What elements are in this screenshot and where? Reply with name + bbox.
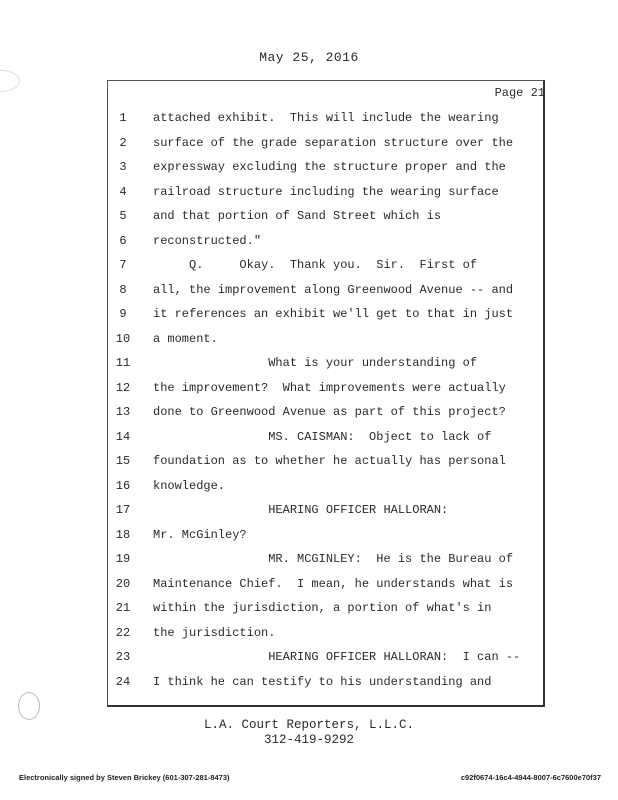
line-number: 6	[119, 233, 127, 248]
line-number: 9	[119, 307, 127, 321]
line-text: a moment.	[153, 331, 218, 346]
reporter-phone: 312-419-9292	[263, 733, 354, 747]
line-text: surface of the grade separation structure over the	[153, 135, 514, 150]
line-text: HEARING OFFICER HALLORAN:	[153, 503, 449, 517]
line-text: railroad structure including the wearing surface	[153, 184, 499, 199]
line-number: 14	[115, 429, 131, 444]
transcript-line	[107, 131, 545, 155]
line-text: MR. MCGINLEY: He is the Bureau of	[153, 552, 514, 566]
line-number: 3	[119, 160, 127, 174]
transcript-line	[107, 106, 545, 130]
line-text: attached exhibit. This will include the wearing	[153, 111, 499, 125]
transcript-line	[107, 253, 545, 277]
document-hash: c92f0674-16c4-4944-8007-6c7600e70f37	[460, 773, 601, 782]
transcript-line	[107, 302, 545, 326]
line-number: 5	[119, 209, 127, 223]
punch-hole-top	[0, 70, 20, 92]
line-number: 17	[115, 503, 131, 517]
line-number: 2	[119, 135, 127, 150]
transcript-line	[107, 449, 545, 473]
line-number: 20	[115, 576, 131, 591]
line-text: expressway excluding the structure proper and the	[153, 160, 506, 174]
transcript-line	[107, 621, 545, 645]
line-text: What is your understanding of	[153, 356, 478, 370]
transcript-line	[107, 547, 545, 571]
line-text: I think he can testify to his understanding and	[153, 674, 492, 689]
line-number: 24	[115, 674, 131, 689]
reporter-company: L.A. Court Reporters, L.L.C.	[203, 718, 415, 732]
transcript-line	[107, 425, 545, 449]
transcript-line	[107, 327, 545, 351]
transcript-line	[107, 596, 545, 620]
line-number: 10	[115, 331, 131, 346]
transcript-line	[107, 180, 545, 204]
line-number: 4	[119, 184, 127, 199]
transcript-line	[107, 400, 545, 424]
line-text: HEARING OFFICER HALLORAN: I can --	[153, 650, 521, 664]
transcript-line	[107, 572, 545, 596]
line-number: 11	[115, 356, 131, 370]
transcript-date: May 25, 2016	[259, 50, 359, 65]
transcript-line	[107, 498, 545, 522]
line-number: 12	[115, 380, 131, 395]
line-text: all, the improvement along Greenwood Avenue -- and	[153, 282, 514, 297]
line-text: the improvement? What improvements were actually	[153, 380, 506, 395]
line-number: 19	[115, 552, 131, 566]
line-text: foundation as to whether he actually has personal	[153, 454, 506, 468]
line-text: it references an exhibit we'll get to that in just	[153, 307, 514, 321]
electronic-signature: Electronically signed by Steven Brickey (601-307-281-8473)	[19, 773, 230, 782]
line-text: Q. Okay. Thank you. Sir. First of	[153, 258, 478, 272]
transcript-line	[107, 523, 545, 547]
transcript-line	[107, 670, 545, 694]
transcript-line	[107, 376, 545, 400]
transcript-line	[107, 229, 545, 253]
line-number: 7	[119, 258, 127, 272]
line-number: 15	[115, 454, 131, 468]
page-number: Page 21	[494, 86, 545, 100]
line-number: 16	[115, 478, 131, 493]
reporter-footer	[0, 718, 618, 748]
line-text: done to Greenwood Avenue as part of this project?	[153, 405, 506, 419]
transcript-line	[107, 351, 545, 375]
punch-hole-bottom	[18, 692, 40, 720]
transcript-line	[107, 645, 545, 669]
line-number: 1	[119, 111, 127, 125]
line-number: 22	[115, 625, 131, 640]
line-number: 8	[119, 282, 127, 297]
line-text: reconstructed."	[153, 233, 262, 248]
line-text: and that portion of Sand Street which is	[153, 209, 442, 223]
line-text: within the jurisdiction, a portion of what's in	[153, 601, 492, 615]
line-text: Maintenance Chief. I mean, he understands what is	[153, 576, 514, 591]
line-number: 23	[115, 650, 131, 664]
line-text: the jurisdiction.	[153, 625, 276, 640]
line-text: knowledge.	[153, 478, 226, 493]
line-number: 21	[115, 601, 131, 615]
line-text: MS. CAISMAN: Object to lack of	[153, 429, 492, 444]
transcript-line	[107, 474, 545, 498]
line-number: 13	[115, 405, 131, 419]
transcript-line	[107, 278, 545, 302]
line-text: Mr. McGinley?	[153, 527, 247, 542]
transcript-line	[107, 204, 545, 228]
line-number: 18	[115, 527, 131, 542]
transcript-line	[107, 155, 545, 179]
